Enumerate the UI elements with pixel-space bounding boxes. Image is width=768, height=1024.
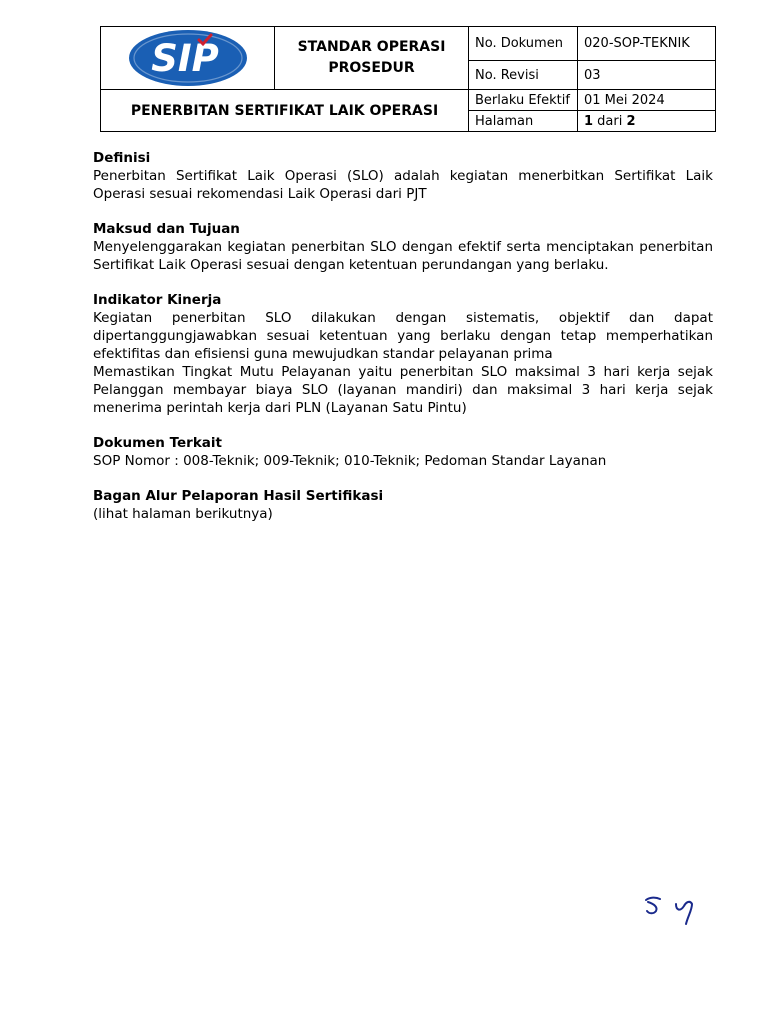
section-heading: Dokumen Terkait <box>93 435 223 451</box>
document-body <box>93 149 713 540</box>
section-indikator-kinerja <box>93 291 713 417</box>
page-total: 2 <box>626 113 636 129</box>
meta-label-doc-number: No. Dokumen <box>469 27 578 61</box>
document-title: STANDAR OPERASI PROSEDUR <box>275 27 469 90</box>
section-bagan-alur <box>93 487 713 523</box>
meta-value-page <box>578 111 716 132</box>
logo-text: SIP <box>150 37 219 80</box>
meta-value-doc-number: 020-SOP-TEKNIK <box>578 27 716 61</box>
sip-logo-icon <box>127 28 249 88</box>
handwritten-initials-signature <box>640 890 700 930</box>
page-separator: dari <box>593 113 627 129</box>
document-subtitle: PENERBITAN SERTIFIKAT LAIK OPERASI <box>101 90 469 132</box>
section-heading: Indikator Kinerja <box>93 292 222 308</box>
section-definisi <box>93 149 713 203</box>
section-dokumen-terkait <box>93 434 713 470</box>
section-paragraph: Kegiatan penerbitan SLO dilakukan dengan sistematis, objektif dan dapat dipertanggungjawabkan sesuai ketentuan yang berlaku dengan tetap memperhatikan efektifitas dan efisiensi guna mewujudkan standar pelayanan prima <box>93 310 713 362</box>
meta-value-revision: 03 <box>578 61 716 90</box>
meta-label-page: Halaman <box>469 111 578 132</box>
section-heading: Bagan Alur Pelaporan Hasil Sertifikasi <box>93 488 384 504</box>
company-logo <box>101 27 275 90</box>
section-paragraph: SOP Nomor : 008-Teknik; 009-Teknik; 010-Teknik; Pedoman Standar Layanan <box>93 453 607 469</box>
page-current: 1 <box>584 113 594 129</box>
section-maksud-tujuan <box>93 220 713 274</box>
meta-value-effective-date: 01 Mei 2024 <box>578 90 716 111</box>
section-heading: Definisi <box>93 150 151 166</box>
document-header <box>100 26 716 132</box>
section-heading: Maksud dan Tujuan <box>93 221 240 237</box>
section-paragraph: Memastikan Tingkat Mutu Pelayanan yaitu penerbitan SLO maksimal 3 hari kerja sejak Pelanggan membayar biaya SLO (layanan mandiri) dan maksimal 3 hari kerja sejak menerima perintah kerja dari PLN (Layanan Satu Pintu) <box>93 364 713 416</box>
meta-label-revision: No. Revisi <box>469 61 578 90</box>
section-paragraph: Penerbitan Sertifikat Laik Operasi (SLO) adalah kegiatan menerbitkan Sertifikat Laik Operasi sesuai rekomendasi Laik Operasi dari PJT <box>93 168 713 202</box>
meta-label-effective-date: Berlaku Efektif <box>469 90 578 111</box>
section-paragraph: (lihat halaman berikutnya) <box>93 506 273 522</box>
section-paragraph: Menyelenggarakan kegiatan penerbitan SLO dengan efektif serta menciptakan penerbitan Sertifikat Laik Operasi sesuai dengan ketentuan perundangan yang berlaku. <box>93 239 713 273</box>
